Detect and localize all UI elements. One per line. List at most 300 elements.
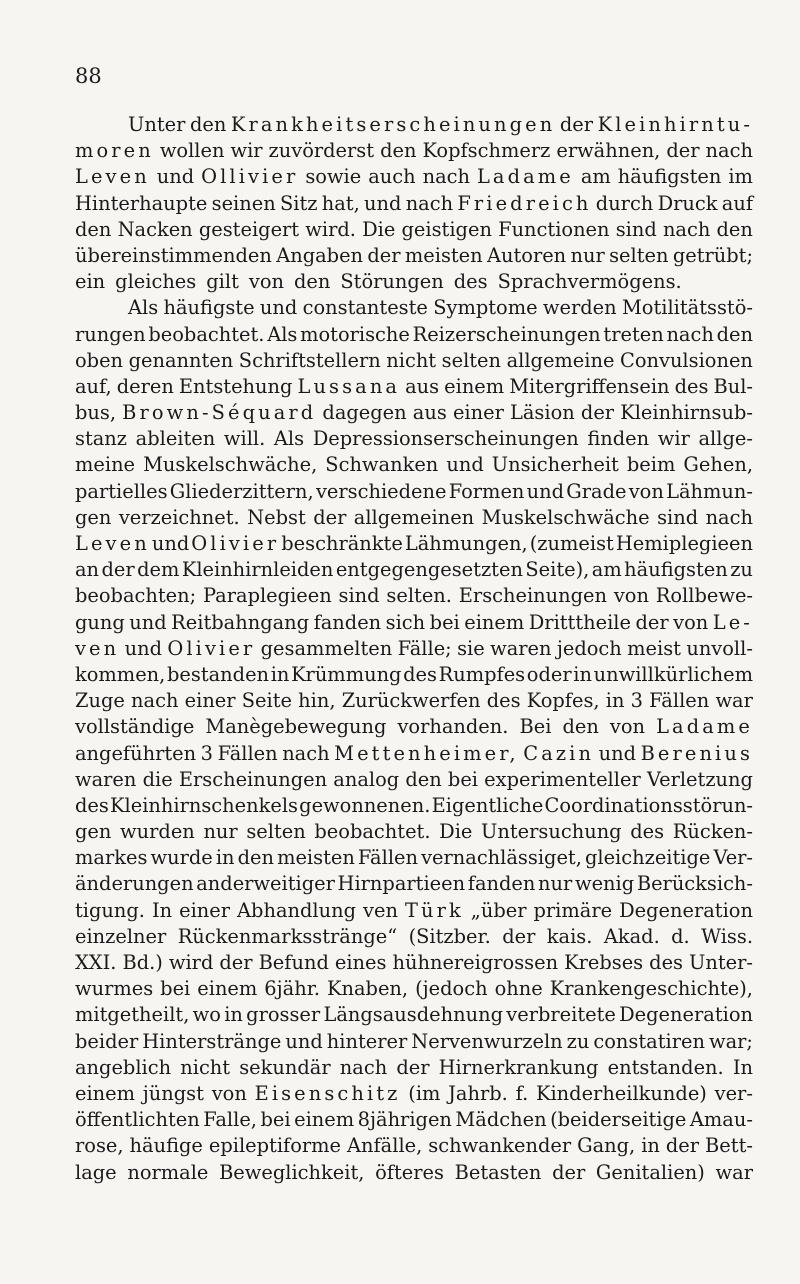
- word: beobachten;: [75, 584, 197, 608]
- word: Druck: [657, 191, 718, 215]
- text-line: [75, 1055, 753, 1081]
- word: Muskelschwäche,: [143, 453, 318, 477]
- word: Amau-: [689, 1108, 753, 1132]
- word: vollständige: [75, 715, 195, 739]
- word: Motilitätsstö-: [621, 296, 753, 320]
- word: häufigste: [163, 296, 255, 320]
- word: den: [562, 715, 599, 739]
- spaced-name: Olivier: [191, 532, 280, 555]
- word: Rückenmarksstränge“: [177, 924, 398, 948]
- word: rungen: [75, 322, 146, 346]
- word: und: [124, 636, 162, 660]
- word: meine: [75, 453, 136, 477]
- word: bei: [160, 977, 191, 1001]
- word: meisten: [404, 243, 483, 267]
- word: meisten: [277, 846, 355, 870]
- word: den: [405, 767, 442, 791]
- word: erwähnen,: [556, 139, 661, 163]
- word: Depressionserscheinungen: [312, 427, 579, 451]
- word: Betasten: [454, 1160, 542, 1184]
- word: Seite),: [525, 558, 590, 582]
- word: Bul-: [713, 374, 753, 398]
- word: nicht: [386, 348, 437, 372]
- word: eines: [334, 951, 387, 974]
- text-line: [75, 1081, 753, 1107]
- word: selten: [441, 348, 502, 372]
- word: ein: [75, 270, 106, 294]
- text-line: [75, 1002, 753, 1028]
- word: Als: [273, 427, 305, 451]
- word: selten.: [386, 584, 452, 608]
- word: einer: [179, 898, 231, 922]
- word: des: [453, 270, 488, 294]
- text-line: [75, 583, 753, 609]
- word: Hemiplegieen: [615, 532, 753, 555]
- word: der: [666, 139, 700, 163]
- word: ver-: [714, 1081, 753, 1105]
- word: Nacken: [117, 217, 193, 241]
- word: waren: [75, 767, 137, 791]
- text-line: [75, 112, 753, 138]
- word: Die: [362, 217, 396, 241]
- word: den: [380, 139, 417, 163]
- text-line: [75, 322, 753, 348]
- word: gung: [75, 610, 125, 634]
- word: genannten: [128, 348, 234, 372]
- word: nach: [131, 689, 179, 713]
- word: Kinderheilkunde): [535, 1081, 707, 1105]
- word: zuvörderst: [268, 139, 375, 163]
- word: der: [101, 558, 135, 582]
- text-line: [75, 138, 753, 164]
- word: (im: [408, 1081, 441, 1105]
- page-number: 88: [75, 64, 102, 88]
- text-line: [75, 610, 753, 636]
- word: Fällen: [217, 741, 278, 765]
- word: des: [649, 951, 683, 974]
- word: bestanden: [166, 662, 270, 686]
- word: hinterer: [326, 1029, 408, 1053]
- word: sind: [657, 505, 699, 529]
- word: sind: [338, 584, 380, 608]
- word: Als: [267, 322, 298, 346]
- word: Coordinationsstörun-: [544, 793, 753, 817]
- text-line: [75, 714, 753, 740]
- word: grosser: [246, 1003, 321, 1027]
- word: lage: [75, 1160, 117, 1184]
- word: einem: [464, 610, 525, 634]
- word: nur: [570, 243, 605, 267]
- word: Hirnpartieen: [337, 872, 466, 896]
- spaced-name: Leven: [75, 532, 150, 555]
- spaced-name: Berenius: [640, 741, 753, 765]
- spaced-name: Mettenheimer,: [334, 741, 519, 765]
- word: Erscheinungen: [458, 584, 608, 608]
- word: und: [364, 191, 402, 215]
- word: Hinterhaupte: [75, 191, 208, 215]
- word: von: [609, 715, 646, 739]
- word: übereinstimmenden: [75, 243, 272, 267]
- word: wir: [657, 427, 690, 451]
- word: Dritttheile: [528, 610, 631, 634]
- word: Lähmungen,: [404, 532, 528, 555]
- word: Nervenwurzeln: [411, 1029, 563, 1053]
- word: Krankengeschichte),: [549, 977, 753, 1001]
- spaced-name: Eisenschitz: [254, 1081, 401, 1105]
- word: gen: [75, 820, 112, 844]
- word: und: [151, 532, 190, 555]
- word: Entstehung: [178, 374, 293, 398]
- word: häufigsten: [624, 558, 728, 582]
- word: jüngst: [142, 1081, 204, 1105]
- word: einzelner: [75, 924, 167, 948]
- word: Gliederzittern,: [169, 479, 314, 503]
- word: sekundär: [239, 1055, 331, 1079]
- word: Erscheinungen: [178, 767, 328, 791]
- word: Krebses: [564, 951, 644, 974]
- word: einem: [197, 977, 258, 1001]
- word: analog: [333, 767, 400, 791]
- word: hin,: [298, 689, 336, 713]
- word: von: [248, 270, 284, 294]
- word: der: [635, 610, 669, 634]
- spaced-name: Ladame: [656, 715, 753, 739]
- word: von: [628, 479, 664, 503]
- text-line: [75, 400, 753, 426]
- word: 3: [630, 689, 643, 713]
- word: Autoren: [486, 243, 567, 267]
- word: Manègebewegung: [205, 715, 387, 739]
- word: wurden: [120, 820, 195, 844]
- text-line: [75, 1160, 753, 1186]
- word: oben: [75, 348, 124, 372]
- word: in: [224, 1003, 243, 1027]
- word: auf: [721, 191, 753, 215]
- word: Ver-: [713, 846, 753, 870]
- word: sowie: [305, 165, 362, 189]
- word: Bd.): [122, 951, 163, 974]
- text-line: [75, 374, 753, 400]
- word: Grade: [566, 479, 627, 503]
- word: will.: [223, 427, 266, 451]
- word: den: [237, 846, 274, 870]
- word: primäre: [533, 898, 613, 922]
- word: verbreitete: [506, 1003, 616, 1027]
- text-line: [75, 741, 753, 767]
- spaced-name: Lussana: [297, 374, 401, 398]
- word: entgegengesetzten: [335, 558, 523, 582]
- word: häufige: [129, 1134, 203, 1158]
- word: Kleinhirnsub-: [620, 401, 753, 425]
- word: nach: [705, 505, 753, 529]
- word: Läsion: [510, 401, 575, 425]
- word: ven: [363, 898, 398, 922]
- word: Untersuchung: [481, 820, 622, 844]
- word: rose,: [75, 1134, 124, 1158]
- word: Mädchen: [455, 1108, 547, 1132]
- word: Als: [128, 296, 159, 320]
- word: In: [151, 898, 173, 922]
- word: der: [502, 924, 536, 948]
- word: Anfälle,: [347, 1134, 423, 1158]
- word: Zurückwerfen: [341, 689, 481, 713]
- word: bei: [429, 610, 460, 634]
- word: verschiedene: [315, 479, 447, 503]
- word: Nebst: [247, 505, 306, 529]
- word: gesammelten: [260, 636, 393, 660]
- word: vorhanden.: [397, 715, 509, 739]
- word: Rollbewe-: [655, 584, 753, 608]
- word: mitgetheilt,: [75, 1003, 190, 1027]
- word: Gang,: [577, 1134, 636, 1158]
- word: kais.: [546, 924, 593, 948]
- word: beim: [626, 453, 676, 477]
- word: Unter-: [689, 951, 753, 974]
- text-line: [75, 217, 753, 243]
- word: den: [716, 217, 753, 241]
- spaced-name: moren: [75, 139, 154, 163]
- word: den: [189, 113, 227, 136]
- word: allgemeine: [506, 348, 615, 372]
- word: aus: [412, 401, 447, 425]
- word: nach: [666, 322, 714, 346]
- word: den: [75, 217, 112, 241]
- word: gleiches: [115, 270, 197, 294]
- word: fanden: [313, 610, 382, 634]
- text-line: [75, 426, 753, 452]
- word: und: [259, 296, 298, 320]
- word: und: [598, 741, 637, 765]
- word: wird: [168, 951, 214, 974]
- word: nur: [538, 872, 573, 896]
- word: Eigentliche: [431, 793, 544, 817]
- text-line: [75, 898, 753, 924]
- word: Formen: [448, 479, 525, 503]
- word: anderweitiger: [196, 872, 335, 896]
- paragraph: [75, 295, 753, 1185]
- word: wollen: [159, 139, 225, 163]
- word: normale: [127, 1160, 209, 1184]
- word: d.: [671, 924, 690, 948]
- word: der: [552, 1160, 586, 1184]
- word: Die: [439, 820, 473, 844]
- word: der: [313, 505, 347, 529]
- word: XXI.: [75, 951, 117, 974]
- word: partielles: [75, 479, 168, 503]
- word: Lähmun-: [666, 479, 753, 503]
- word: vernachlässiget,: [421, 846, 582, 870]
- word: Kopfes,: [526, 689, 600, 713]
- word: war: [715, 689, 753, 713]
- word: gen: [75, 505, 112, 529]
- spaced-name: Krankheitserscheinungen: [230, 113, 556, 136]
- spaced-name: Brown-Séquard: [122, 401, 317, 425]
- word: änderungen: [75, 872, 194, 896]
- word: selten: [246, 820, 306, 844]
- word: Unsicherheit: [491, 453, 619, 477]
- word: dagegen: [322, 401, 407, 425]
- word: im: [728, 165, 753, 189]
- text-line: [75, 662, 753, 688]
- word: wird.: [305, 217, 356, 241]
- word: und: [285, 1029, 323, 1053]
- word: war;: [708, 1029, 753, 1053]
- word: nach: [339, 1055, 388, 1079]
- text-line: [75, 531, 753, 557]
- word: allge-: [698, 427, 753, 451]
- word: sich: [385, 610, 426, 634]
- word: Symptome: [433, 296, 538, 320]
- word: gesteigert: [198, 217, 300, 241]
- text-line: [75, 845, 753, 871]
- text-line: [75, 164, 753, 190]
- word: des: [75, 793, 109, 817]
- word: meist: [627, 636, 681, 660]
- word: den: [716, 322, 753, 346]
- spaced-name: Le-: [712, 610, 753, 634]
- word: tigung.: [75, 898, 145, 922]
- word: nach: [705, 139, 753, 163]
- word: Hirnerkrankung: [438, 1055, 599, 1079]
- text-line: [75, 557, 753, 583]
- spaced-name: Kleinhirntu-: [597, 113, 753, 136]
- word: seinen: [211, 191, 276, 215]
- word: nur: [203, 820, 238, 844]
- word: der: [580, 401, 615, 425]
- word: Seite: [241, 689, 292, 713]
- word: öfteres: [375, 1160, 444, 1184]
- word: Rumpfes: [438, 662, 526, 686]
- word: In: [732, 1055, 753, 1079]
- word: bei: [260, 1108, 291, 1132]
- word: Kleinhirnschenkels: [110, 793, 298, 817]
- word: auch: [368, 165, 416, 189]
- word: in: [605, 689, 625, 713]
- word: ableiten: [135, 427, 216, 451]
- word: constatiren: [593, 1029, 705, 1053]
- word: (beiderseitige: [550, 1108, 687, 1132]
- word: treten: [603, 322, 664, 346]
- word: Fällen: [649, 689, 710, 713]
- word: einem: [294, 1108, 355, 1132]
- text-line: [75, 924, 753, 950]
- spaced-name: Leven: [75, 165, 150, 189]
- word: Hinterstränge: [142, 1029, 282, 1053]
- word: kommen,: [75, 662, 166, 686]
- word: am: [580, 165, 611, 189]
- word: Berücksich-: [636, 872, 753, 896]
- word: nach: [662, 217, 711, 241]
- word: von: [211, 1081, 247, 1105]
- text-line: [75, 950, 753, 976]
- word: Degeneration: [619, 1003, 753, 1027]
- word: in: [573, 662, 592, 686]
- word: constanteste: [302, 296, 428, 320]
- word: stanz: [75, 427, 128, 451]
- spaced-name: Friedreich: [457, 191, 592, 215]
- word: den: [293, 270, 331, 294]
- word: Muskelschwäche: [481, 505, 650, 529]
- word: in: [641, 1134, 660, 1158]
- word: gleichzeitige: [584, 846, 711, 870]
- word: Gehen,: [683, 453, 753, 477]
- word: der: [559, 113, 594, 136]
- word: dem: [137, 558, 180, 582]
- word: nach: [405, 191, 454, 215]
- spaced-name: Ladame: [476, 165, 574, 189]
- word: Reitbahngang: [171, 610, 310, 634]
- word: von: [613, 584, 649, 608]
- word: hühnereigrossen: [392, 951, 559, 974]
- word: Fällen: [357, 846, 418, 870]
- word: Schwanken: [325, 453, 439, 477]
- word: wurde: [150, 846, 213, 870]
- word: „über: [470, 898, 527, 922]
- word: experimenteller: [484, 767, 641, 791]
- word: Schriftstellern: [238, 348, 381, 372]
- word: der: [219, 951, 253, 974]
- word: beobachtet.: [314, 820, 431, 844]
- body-text: [75, 112, 753, 1186]
- word: epileptiforme: [208, 1134, 342, 1158]
- word: getrübt;: [672, 243, 753, 267]
- word: Abhandlung: [237, 898, 357, 922]
- word: unvoll-: [686, 636, 753, 660]
- text-line: [75, 269, 753, 295]
- word: beschränkte: [281, 532, 403, 555]
- word: schwankender: [428, 1134, 572, 1158]
- word: geistigen: [401, 217, 492, 241]
- word: Degeneration: [619, 898, 753, 922]
- word: fanden: [467, 872, 536, 896]
- word: 3: [200, 741, 214, 765]
- word: Wiss.: [701, 924, 753, 948]
- text-line: [75, 452, 753, 478]
- text-line: [75, 191, 753, 217]
- text-line: [75, 1133, 753, 1159]
- text-line: [75, 1029, 753, 1055]
- word: und: [129, 610, 167, 634]
- spaced-name: Ollivier: [201, 165, 299, 189]
- word: Convulsionen: [619, 348, 753, 372]
- word: durch: [595, 191, 654, 215]
- word: wir: [230, 139, 263, 163]
- word: wurmes: [75, 977, 154, 1001]
- text-line: [75, 976, 753, 1002]
- word: Functionen: [498, 217, 610, 241]
- word: in: [215, 846, 235, 870]
- word: sie: [457, 636, 485, 660]
- text-line: [75, 243, 753, 269]
- word: des: [486, 689, 521, 713]
- word: beobachtet.: [148, 322, 265, 346]
- text-line: [75, 819, 753, 845]
- word: Rücken-: [672, 820, 753, 844]
- word: 6jähr.: [264, 977, 320, 1001]
- spaced-name: ven: [75, 636, 120, 660]
- word: und: [156, 165, 195, 189]
- word: (Sitzber.: [408, 924, 491, 948]
- word: finden: [587, 427, 650, 451]
- word: einer: [452, 401, 504, 425]
- word: Krümmung: [291, 662, 402, 686]
- word: Angaben: [276, 243, 364, 267]
- word: Fälle;: [397, 636, 452, 660]
- word: (jedoch: [415, 977, 488, 1001]
- word: unwillkürlichem: [593, 662, 753, 686]
- text-line: [75, 767, 753, 793]
- word: Genitalien): [595, 1160, 705, 1184]
